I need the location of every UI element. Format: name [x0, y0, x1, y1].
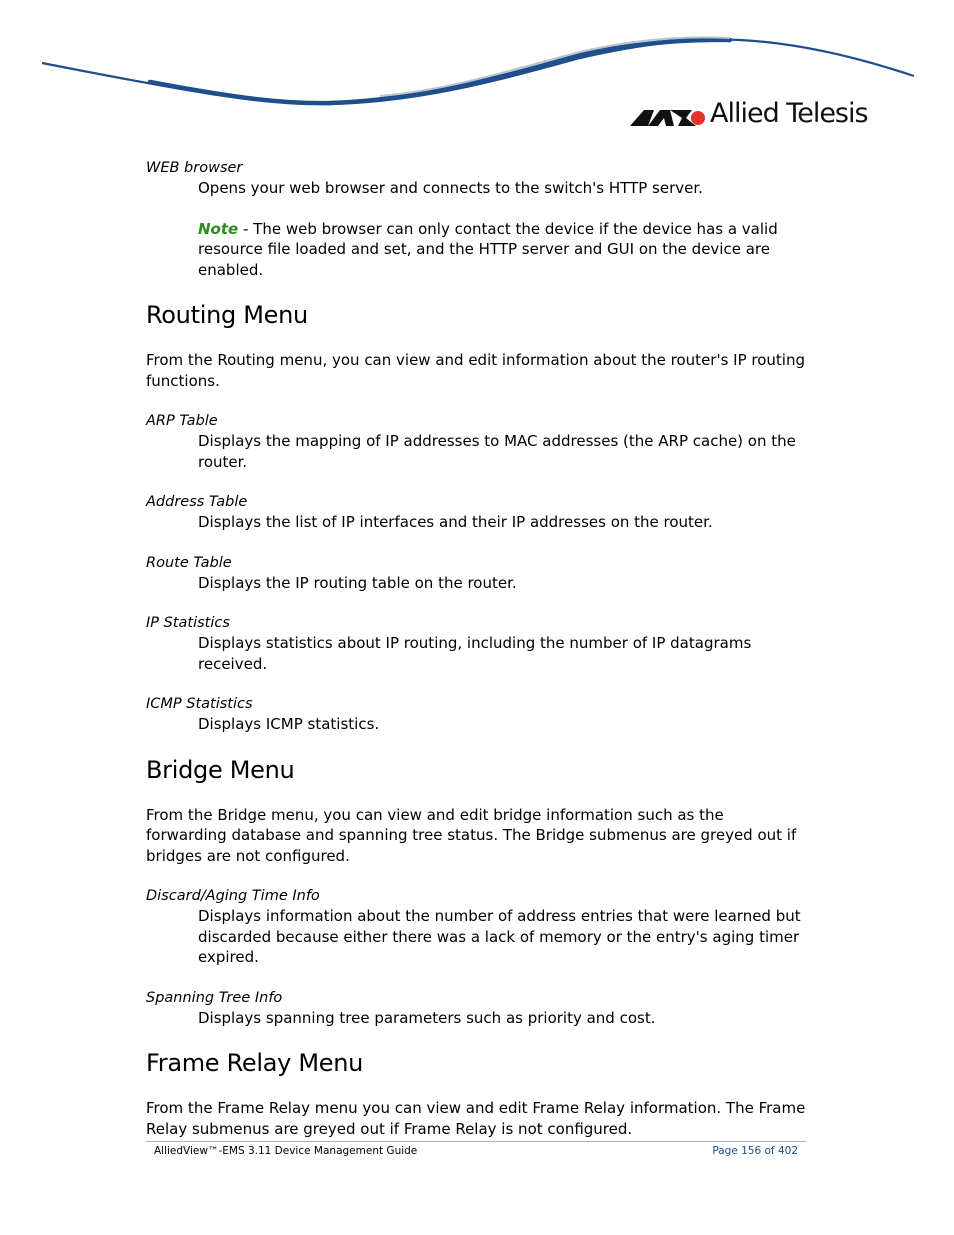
frame-relay-intro: From the Frame Relay menu you can view and edit Frame Relay information. The Frame Relay submenus are greyed out if Frame Relay is not configured.	[146, 1099, 806, 1138]
heading-routing-menu: Routing Menu	[146, 301, 308, 329]
desc-ip-statistics: Displays statistics about IP routing, including the number of IP datagrams received.	[198, 634, 752, 673]
desc-discard-aging: Displays information about the number of address entries that were learned but discarded because either there was a lack of memory or the entry's aging timer expired.	[198, 907, 801, 966]
desc-route-table: Displays the IP routing table on the router.	[198, 573, 517, 592]
heading-bridge-menu: Bridge Menu	[146, 755, 295, 784]
note-text: - The web browser can only contact the device if the device has a valid resource file loaded and set, and the HTTP server and GUI on the device are enabled.	[198, 219, 778, 279]
desc-spanning-tree: Displays spanning tree parameters such as priority and cost.	[198, 1008, 656, 1027]
footer-page-number: Page 156 of 402	[712, 1145, 798, 1157]
footer-divider	[146, 1141, 806, 1142]
term-arp-table: ARP Table	[146, 413, 218, 429]
desc-address-table: Displays the list of IP interfaces and their IP addresses on the router.	[198, 513, 713, 531]
brand-name: Allied Telesis	[710, 98, 868, 129]
desc-web-browser: Opens your web browser and connects to the switch's HTTP server.	[198, 179, 703, 197]
note-label: Note	[198, 219, 239, 238]
term-address-table: Address Table	[146, 494, 248, 510]
term-discard-aging: Discard/Aging Time Info	[146, 888, 320, 904]
desc-arp-table: Displays the mapping of IP addresses to MAC addresses (the ARP cache) on the router.	[198, 432, 796, 471]
term-route-table: Route Table	[146, 554, 232, 571]
bridge-intro: From the Bridge menu, you can view and edit bridge information such as the forwarding database and spanning tree status. The Bridge submenus are greyed out if bridges are not configured.	[146, 805, 797, 865]
desc-icmp-statistics: Displays ICMP statistics.	[198, 715, 380, 733]
term-ip-statistics: IP Statistics	[146, 615, 230, 631]
page-content	[146, 158, 806, 1159]
footer-guide-title: AlliedView™-EMS 3.11 Device Management Guide	[154, 1145, 418, 1157]
note-paragraph	[198, 219, 806, 281]
term-web-browser: WEB browser	[146, 160, 243, 176]
routing-intro: From the Routing menu, you can view and edit information about the router's IP routing functions.	[146, 351, 806, 390]
heading-frame-relay-menu: Frame Relay Menu	[146, 1049, 364, 1077]
term-icmp-statistics: ICMP Statistics	[146, 696, 253, 712]
term-spanning-tree: Spanning Tree Info	[146, 989, 283, 1006]
